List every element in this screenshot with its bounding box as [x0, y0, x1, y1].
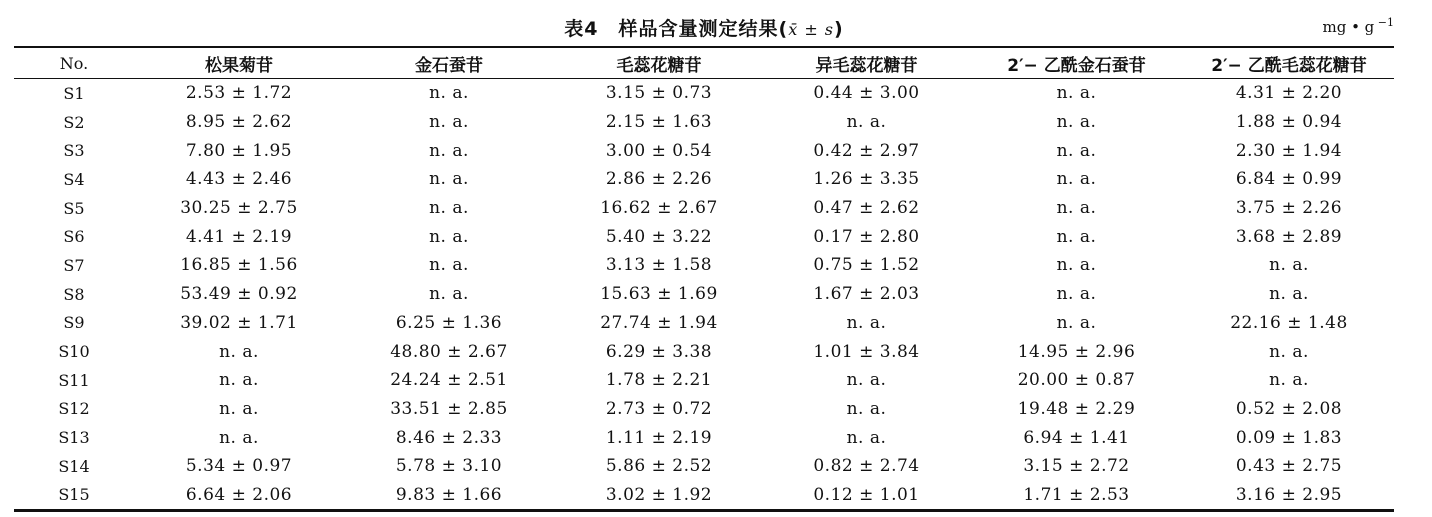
- value-cell: n. a.: [1269, 370, 1309, 391]
- header-row: [14, 47, 1394, 79]
- column-header-echinacoside: 松果菊苷: [205, 55, 273, 76]
- value-cell: 39.02 ± 1.71: [180, 312, 298, 333]
- unit-label: [1322, 16, 1394, 36]
- value-cell: 1.01 ± 3.84: [813, 341, 920, 362]
- value-cell: 1.88 ± 0.94: [1235, 112, 1343, 133]
- value-cell: 6.84 ± 0.99: [1235, 169, 1343, 190]
- table-title: [14, 14, 1394, 41]
- sample-id-cell: S6: [63, 227, 85, 247]
- value-cell: n. a.: [1056, 255, 1097, 276]
- table-row: [14, 165, 1394, 194]
- value-cell: 6.25 ± 1.36: [395, 312, 503, 333]
- value-cell: 48.80 ± 2.67: [390, 341, 508, 362]
- value-cell: 7.80 ± 1.95: [185, 140, 293, 161]
- value-cell: 19.48 ± 2.29: [1017, 398, 1136, 419]
- sample-id-cell: S2: [63, 112, 85, 132]
- value-cell: 4.31 ± 2.20: [1235, 83, 1343, 104]
- value-cell: 8.46 ± 2.33: [395, 427, 503, 448]
- value-cell: n. a.: [429, 112, 469, 133]
- table-row: [14, 222, 1394, 251]
- value-cell: 6.29 ± 3.38: [605, 341, 713, 362]
- value-cell: n. a.: [846, 370, 887, 391]
- value-cell: 5.86 ± 2.52: [605, 456, 713, 477]
- value-cell: n. a.: [219, 370, 259, 391]
- value-cell: 15.63 ± 1.69: [600, 284, 718, 305]
- value-cell: 0.09 ± 1.83: [1235, 427, 1343, 448]
- value-cell: 1.78 ± 2.21: [605, 370, 713, 391]
- value-cell: 3.68 ± 2.89: [1235, 226, 1343, 247]
- value-cell: 30.25 ± 2.75: [180, 198, 298, 219]
- sample-id-cell: S3: [63, 141, 85, 161]
- sample-id-cell: S5: [63, 198, 85, 218]
- mean-sd-notation: x̄ ± s: [788, 20, 835, 39]
- table-row: [14, 452, 1394, 481]
- column-header-acetyl-teucrioside: 2′− 乙酰金石蚕苷: [1007, 55, 1146, 76]
- table-row: [14, 366, 1394, 395]
- sample-id-cell: S7: [63, 255, 85, 275]
- sample-id-cell: S8: [63, 284, 85, 304]
- table-row: [14, 108, 1394, 137]
- unit-base: mg • g: [1322, 18, 1375, 36]
- value-cell: n. a.: [429, 83, 469, 104]
- table-row: [14, 194, 1394, 223]
- value-cell: 6.64 ± 2.06: [185, 484, 293, 505]
- value-cell: 3.13 ± 1.58: [605, 255, 713, 276]
- value-cell: 22.16 ± 1.48: [1230, 312, 1348, 333]
- table-row: [14, 395, 1394, 424]
- value-cell: 3.02 ± 1.92: [605, 484, 713, 505]
- value-cell: n. a.: [429, 255, 469, 276]
- table-row: [14, 280, 1394, 309]
- table-row: [14, 136, 1394, 165]
- sample-id-cell: S14: [58, 456, 90, 476]
- value-cell: 9.83 ± 1.66: [395, 484, 503, 505]
- value-cell: 2.53 ± 1.72: [185, 83, 293, 104]
- value-cell: 0.44 ± 3.00: [813, 83, 920, 104]
- value-cell: 16.85 ± 1.56: [180, 255, 298, 276]
- sample-id-cell: S9: [63, 313, 85, 333]
- value-cell: n. a.: [846, 427, 887, 448]
- value-cell: 6.94 ± 1.41: [1023, 427, 1130, 448]
- table-row: [14, 79, 1394, 108]
- value-cell: 0.12 ± 1.01: [813, 484, 920, 505]
- value-cell: 16.62 ± 2.67: [600, 198, 718, 219]
- value-cell: 5.40 ± 3.22: [605, 226, 713, 247]
- column-header-isoverbascoside: 异毛蕊花糖苷: [815, 55, 918, 76]
- value-cell: n. a.: [429, 226, 469, 247]
- table-body: [14, 79, 1394, 511]
- sample-id-cell: S11: [58, 370, 90, 390]
- value-cell: n. a.: [1056, 284, 1097, 305]
- value-cell: 3.75 ± 2.26: [1235, 198, 1343, 219]
- sample-id-cell: S4: [63, 169, 85, 189]
- value-cell: 3.16 ± 2.95: [1235, 484, 1343, 505]
- column-header-teucrioside: 金石蚕苷: [415, 55, 483, 76]
- value-cell: 1.67 ± 2.03: [813, 284, 920, 305]
- value-cell: 27.74 ± 1.94: [600, 312, 718, 333]
- value-cell: 2.73 ± 0.72: [605, 398, 713, 419]
- value-cell: n. a.: [1056, 312, 1097, 333]
- value-cell: n. a.: [1269, 284, 1309, 305]
- column-header-verbascoside: 毛蕊花糖苷: [616, 55, 702, 76]
- value-cell: n. a.: [429, 284, 469, 305]
- value-cell: n. a.: [846, 398, 887, 419]
- value-cell: 1.71 ± 2.53: [1023, 484, 1130, 505]
- value-cell: n. a.: [429, 140, 469, 161]
- value-cell: 3.15 ± 2.72: [1023, 456, 1130, 477]
- value-cell: 0.75 ± 1.52: [813, 255, 920, 276]
- value-cell: 3.15 ± 0.73: [605, 83, 713, 104]
- table-caption-row: [14, 6, 1394, 42]
- value-cell: 0.82 ± 2.74: [813, 456, 920, 477]
- column-header-acetyl-verbascoside: 2′− 乙酰毛蕊花糖苷: [1211, 55, 1367, 76]
- table-row: [14, 251, 1394, 280]
- value-cell: 3.00 ± 0.54: [605, 140, 713, 161]
- table-row: [14, 337, 1394, 366]
- sample-id-cell: S15: [58, 485, 90, 505]
- table-row: [14, 481, 1394, 511]
- value-cell: 1.11 ± 2.19: [605, 427, 713, 448]
- value-cell: 0.42 ± 2.97: [813, 140, 920, 161]
- value-cell: n. a.: [429, 169, 469, 190]
- unit-exponent: −1: [1374, 16, 1394, 29]
- table-title-text: 表4 样品含量测定结果(: [564, 18, 789, 40]
- table-row: [14, 309, 1394, 338]
- value-cell: 8.95 ± 2.62: [185, 112, 293, 133]
- value-cell: 4.43 ± 2.46: [185, 169, 293, 190]
- value-cell: n. a.: [429, 198, 469, 219]
- value-cell: 33.51 ± 2.85: [390, 398, 508, 419]
- sample-id-cell: S10: [58, 342, 90, 362]
- value-cell: 5.34 ± 0.97: [185, 456, 293, 477]
- value-cell: 24.24 ± 2.51: [390, 370, 508, 391]
- value-cell: n. a.: [1056, 112, 1097, 133]
- value-cell: 53.49 ± 0.92: [180, 284, 298, 305]
- value-cell: n. a.: [1056, 226, 1097, 247]
- value-cell: 0.47 ± 2.62: [813, 198, 920, 219]
- value-cell: n. a.: [846, 112, 887, 133]
- value-cell: 2.30 ± 1.94: [1235, 140, 1343, 161]
- value-cell: n. a.: [1269, 341, 1309, 362]
- value-cell: 0.43 ± 2.75: [1235, 456, 1343, 477]
- value-cell: 20.00 ± 0.87: [1017, 370, 1136, 391]
- value-cell: n. a.: [1056, 83, 1097, 104]
- value-cell: n. a.: [1056, 169, 1097, 190]
- sample-id-cell: S12: [58, 399, 90, 419]
- value-cell: 14.95 ± 2.96: [1017, 341, 1136, 362]
- value-cell: n. a.: [219, 398, 259, 419]
- value-cell: n. a.: [1269, 255, 1309, 276]
- value-cell: 0.52 ± 2.08: [1235, 398, 1343, 419]
- table-title-close: ): [834, 18, 844, 40]
- value-cell: n. a.: [846, 312, 887, 333]
- value-cell: 0.17 ± 2.80: [813, 226, 920, 247]
- value-cell: n. a.: [1056, 198, 1097, 219]
- value-cell: n. a.: [219, 341, 259, 362]
- value-cell: 4.41 ± 2.19: [185, 226, 293, 247]
- value-cell: n. a.: [1056, 140, 1097, 161]
- value-cell: 5.78 ± 3.10: [395, 456, 503, 477]
- sample-id-cell: S1: [63, 83, 85, 103]
- value-cell: n. a.: [219, 427, 259, 448]
- value-cell: 2.86 ± 2.26: [605, 169, 713, 190]
- results-table: [14, 46, 1394, 512]
- value-cell: 2.15 ± 1.63: [605, 112, 713, 133]
- column-header-no: No.: [59, 53, 89, 73]
- value-cell: 1.26 ± 3.35: [813, 169, 920, 190]
- table-row: [14, 423, 1394, 452]
- sample-id-cell: S13: [58, 428, 90, 448]
